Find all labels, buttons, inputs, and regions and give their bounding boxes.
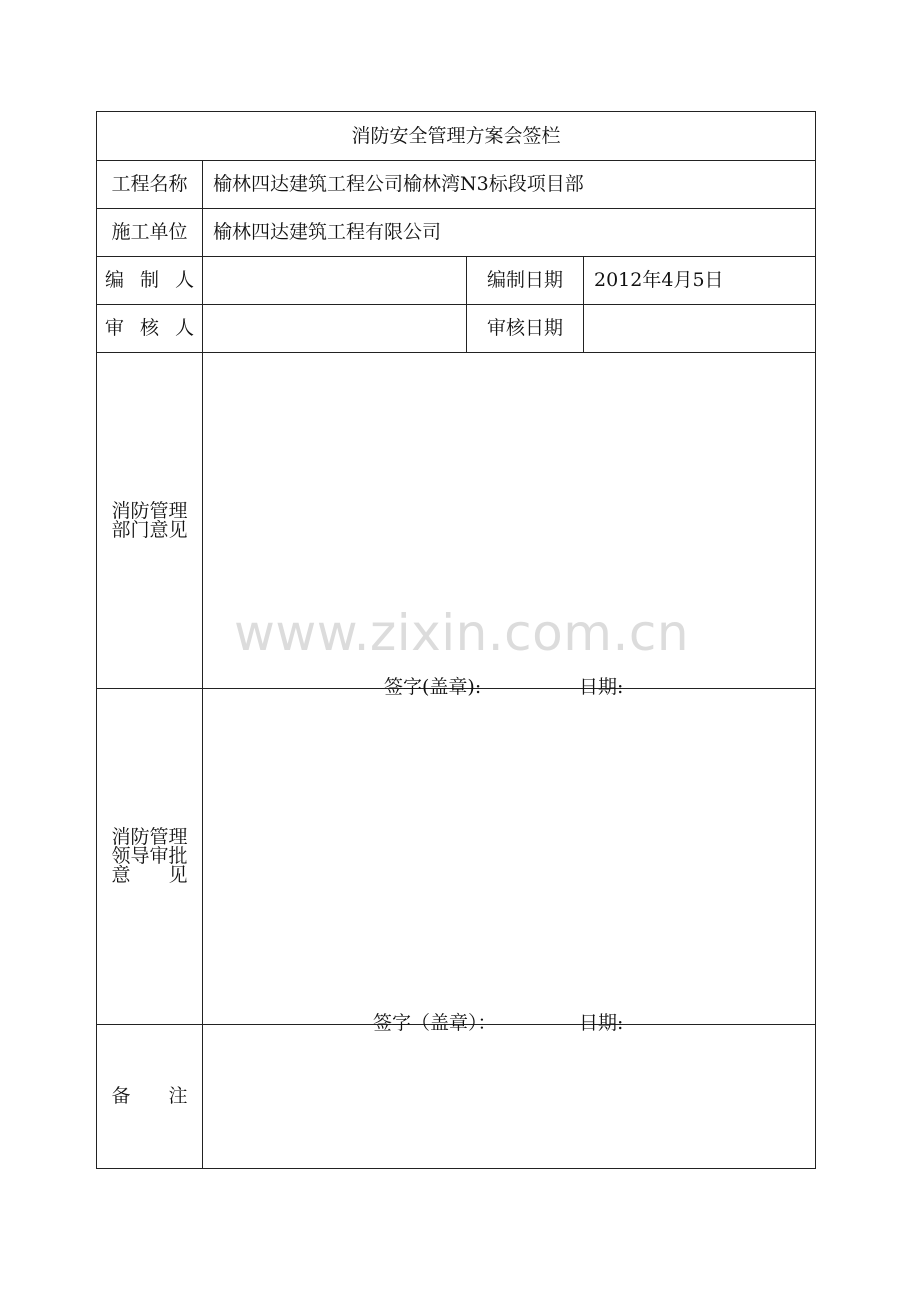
leader-opinion-field[interactable] [203,689,816,1034]
dept-sign-label: 签字(盖章): [384,676,482,698]
fire-safety-signoff-form [96,111,816,1169]
leader-opinion-label-line2: 领导审批 [111,845,188,867]
review-date-field[interactable] [584,305,816,353]
leader-opinion-label [97,689,203,1025]
construction-unit-label: 施工单位 [97,209,203,257]
project-name-label: 工程名称 [97,161,203,209]
prepared-date-label: 编制日期 [467,257,584,305]
dept-opinion-label-line2: 部门意见 [111,518,188,541]
leader-opinion-label-line3: 意 见 [111,864,188,886]
construction-unit-value[interactable]: 榆林四达建筑工程有限公司 [203,209,816,257]
review-date-label: 审核日期 [467,305,584,353]
dept-opinion-label-line1: 消防管理 [111,499,188,522]
watermark-text: www.zixin.com.cn [234,604,690,662]
form-title: 消防安全管理方案会签栏 [97,112,816,161]
preparer-field[interactable] [203,257,467,305]
remarks-label: 备 注 [97,1025,203,1169]
project-name-value[interactable]: 榆林四达建筑工程公司榆林湾N3标段项目部 [203,161,816,209]
remarks-field[interactable] [203,1025,816,1169]
reviewer-label: 审 核 人 [97,305,203,353]
prepared-date-field[interactable]: 2012年4月5日 [584,257,816,305]
dept-opinion-label [97,353,203,689]
dept-opinion-field[interactable] [203,353,816,698]
leader-date-label: 日期: [579,1012,624,1034]
preparer-label: 编 制 人 [97,257,203,305]
leader-opinion-label-line1: 消防管理 [111,826,188,848]
reviewer-field[interactable] [203,305,467,353]
leader-sign-label: 签字（盖章）： [373,1012,497,1034]
dept-date-label: 日期: [579,676,624,698]
